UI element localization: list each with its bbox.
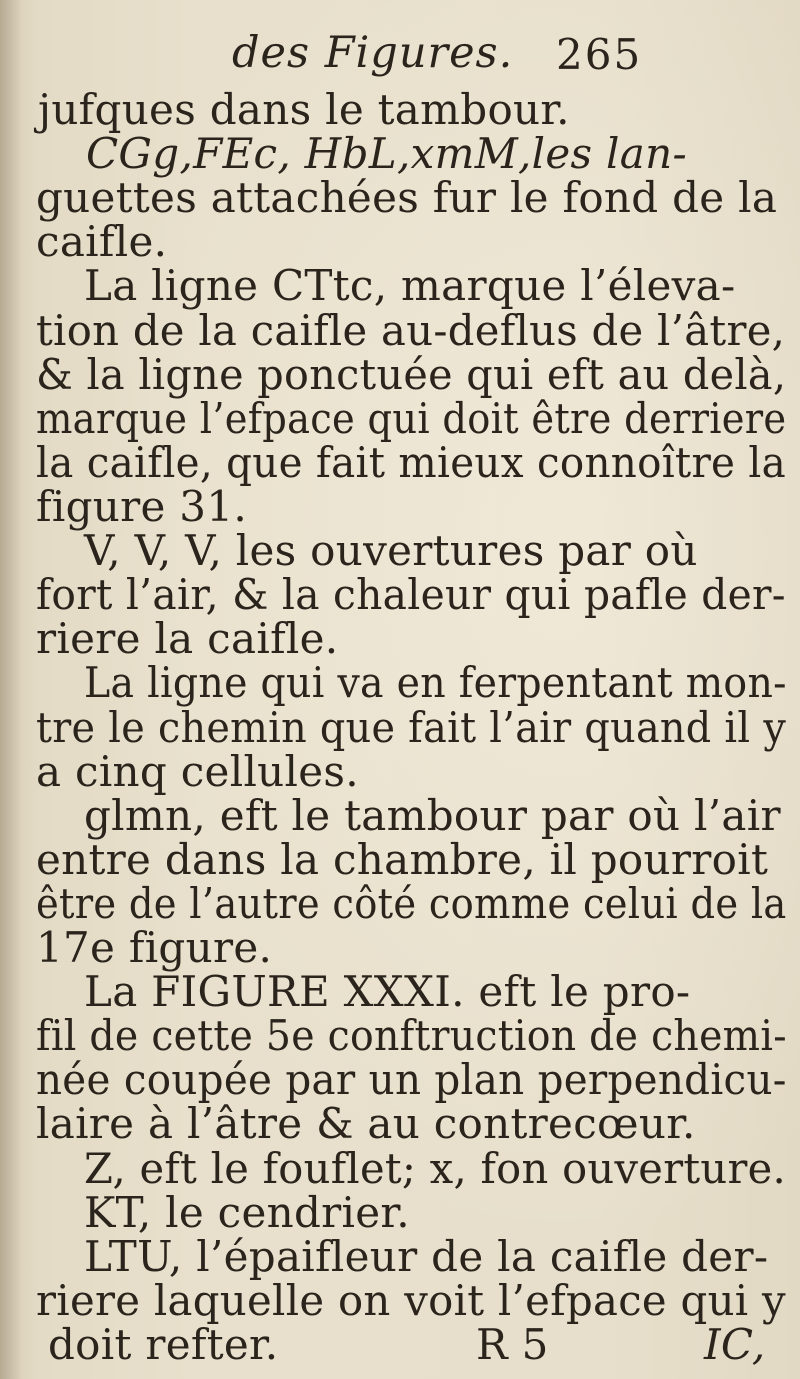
catchword-signature: R 5 <box>476 1320 549 1369</box>
text-line: doit refter. <box>48 1320 279 1369</box>
running-head-title: des Figures. <box>232 28 514 78</box>
text-line: CGg,FEc, HbL,xmM,les lan- <box>86 129 687 179</box>
text-line: riere la caifle. <box>36 614 339 664</box>
page-gutter-shadow <box>0 0 22 1379</box>
text-line: glmn, eft le tambour par où l’air <box>84 790 781 840</box>
page-number: 265 <box>556 30 643 79</box>
text-line: être de l’autre côté comme celui de la <box>36 878 787 928</box>
text-line: figure 31. <box>36 481 247 531</box>
text-line: née coupée par un plan perpendicu- <box>36 1055 787 1105</box>
text-line: a cinq cellules. <box>36 746 359 796</box>
text-line: LTU, l’épaifleur de la caifle der- <box>84 1231 769 1281</box>
text-line: fil de cette 5e conftruction de chemi- <box>36 1011 787 1061</box>
text-line: caifle. <box>36 217 168 267</box>
text-line: La ligne qui va en ferpentant mon- <box>84 658 787 708</box>
text-line: marque l’efpace qui doit être derriere <box>36 393 787 443</box>
text-line: tion de la caifle au-deflus de l’âtre, <box>36 305 786 355</box>
text-line: la caifle, que fait mieux connoître la <box>36 437 786 487</box>
running-head <box>0 22 800 82</box>
text-line: guettes attachées fur le fond de la <box>36 173 778 223</box>
text-line: & la ligne ponctuée qui eft au delà, <box>36 349 787 399</box>
text-line: KT, le cendrier. <box>84 1187 410 1237</box>
text-line: laire à l’âtre & au contrecœur. <box>36 1099 696 1149</box>
text-line: entre dans la chambre, il pourroit <box>36 834 769 884</box>
text-line: fort l’air, & la chaleur qui pafle der- <box>36 570 786 620</box>
text-line: jufques dans le tambour. <box>38 85 570 134</box>
text-line: tre le chemin que fait l’air quand il y <box>36 702 787 752</box>
text-line: Z, eft le fouflet; x, fon ouverture. <box>84 1143 787 1193</box>
text-line: La FIGURE XXXI. eft le pro- <box>84 967 691 1017</box>
catchword: IC, <box>704 1320 766 1369</box>
text-line: La ligne CTtc, marque l’éleva- <box>84 261 736 311</box>
text-line: 17e figure. <box>36 923 273 973</box>
text-line: V, V, V, les ouvertures par où <box>84 526 698 576</box>
text-line: riere laquelle on voit l’efpace qui y <box>36 1275 786 1325</box>
